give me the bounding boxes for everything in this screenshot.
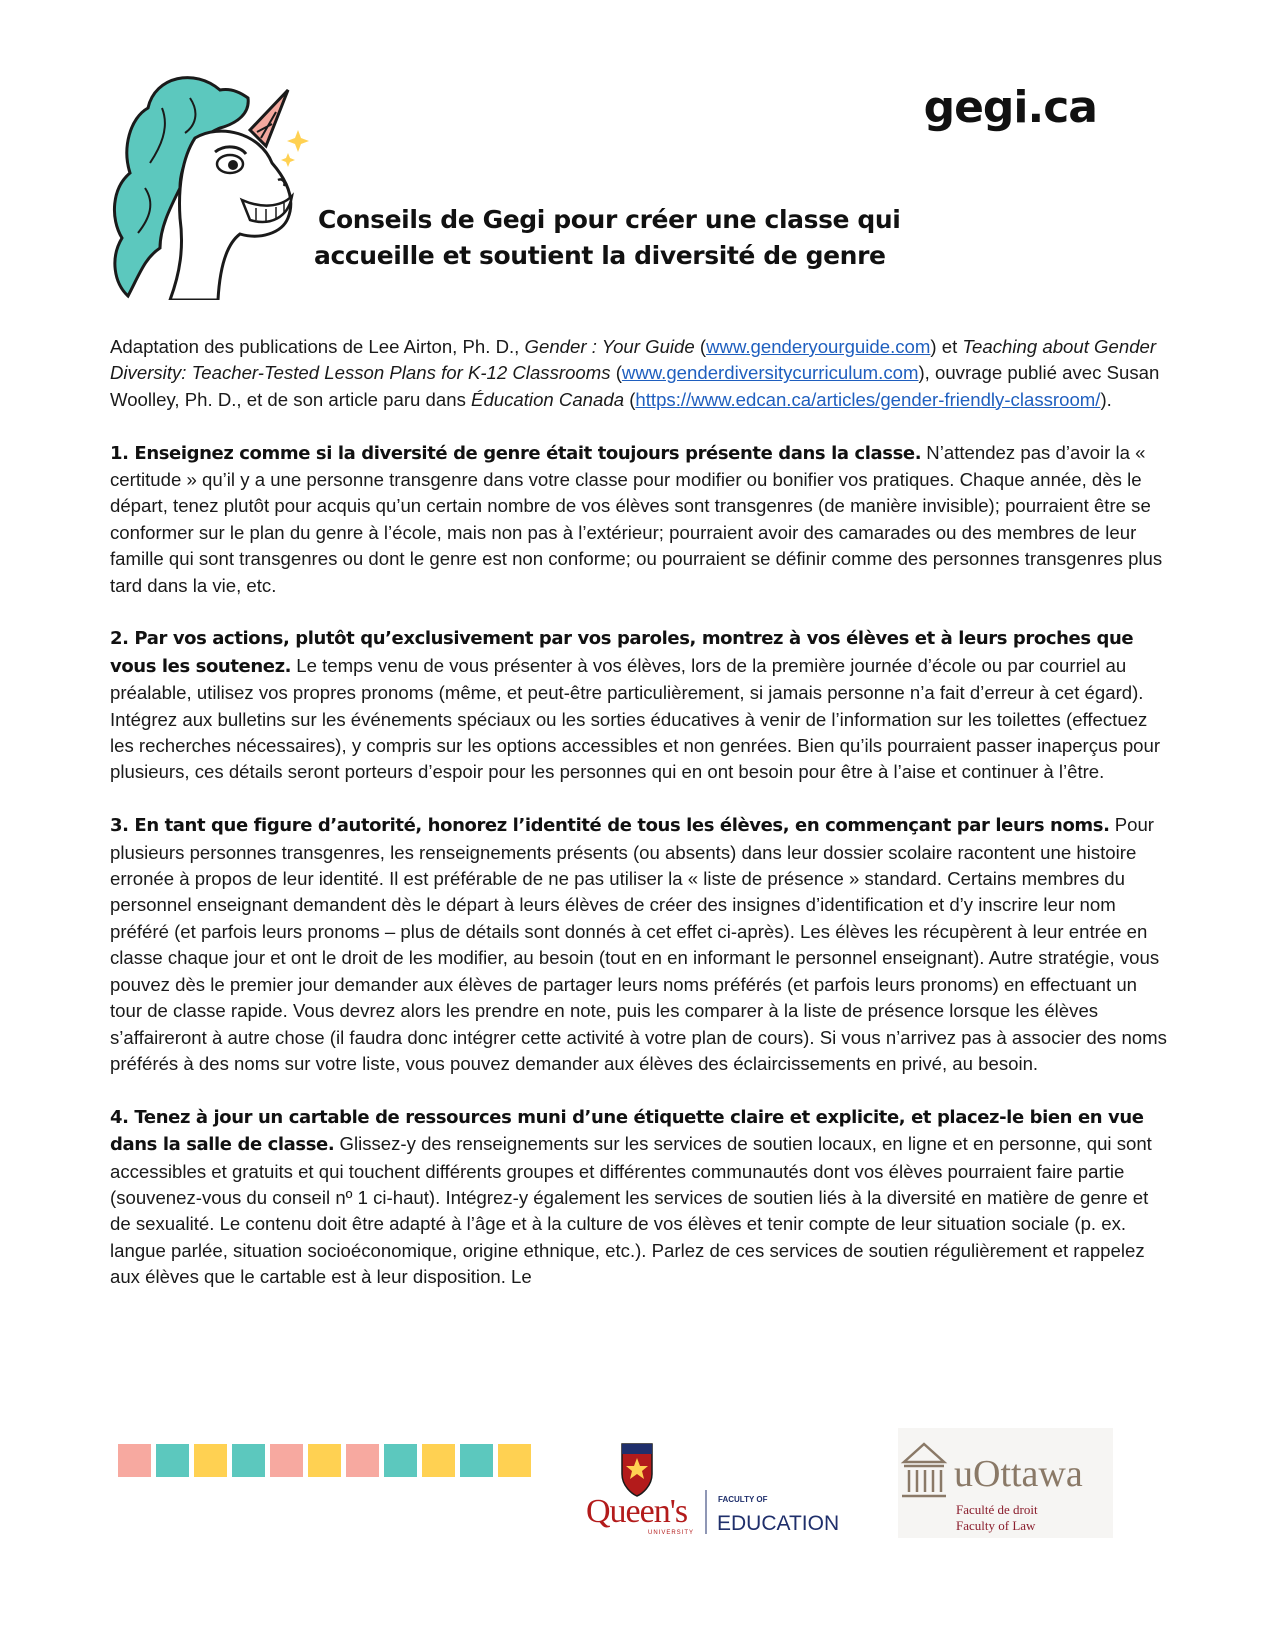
- faculty-of-law: Faculty of Law: [956, 1518, 1036, 1533]
- book-title: Gender : Your Guide: [524, 336, 695, 357]
- faculte-de-droit: Faculté de droit: [956, 1502, 1038, 1517]
- tip-paragraph: [110, 625, 1170, 785]
- site-url[interactable]: gegi.ca: [923, 82, 1097, 133]
- uottawa-wordmark: uOttawa: [954, 1453, 1083, 1495]
- education-label: EDUCATION: [717, 1512, 840, 1535]
- faculty-of-label: FACULTY OF: [718, 1495, 768, 1504]
- color-square: [346, 1444, 379, 1477]
- color-square: [308, 1444, 341, 1477]
- queens-subtext: UNIVERSITY: [648, 1530, 695, 1536]
- color-square: [384, 1444, 417, 1477]
- uottawa-law-logo: [898, 1428, 1113, 1538]
- color-square: [270, 1444, 303, 1477]
- color-square: [422, 1444, 455, 1477]
- color-square: [232, 1444, 265, 1477]
- sparkle-icon: [281, 153, 295, 167]
- title-line-1: Conseils de Gegi pour créer une classe qui: [318, 205, 901, 234]
- intro-paragraph: Adaptation des publications de Lee Airton, Ph. D., Gender : Your Guide (www.genderyourguide.com) et Teaching about Gender Diversity: Teacher-Tested Lesson Plans for K-12 Classrooms (www.genderdiversitycurriculum.com), ouvrage publié avec Susan Woolley, Ph. D., et de son article paru dans Éducation Canada (https://www.edcan.ca/articles/gender-friendly-classroom/).: [110, 336, 1160, 410]
- tip-body: Le temps venu de vous présenter à vos élèves, lors de la première journée d’école ou par courriel au préalable, utilisez vos propres pronoms (même, et peut-être particulièrement, si jamais personne n’a fait d’erreur à cet égard). Intégrez aux bulletins sur les événements spéciaux ou les sorties éducatives à venir de l’information sur les toilettes (effectuez les recherches nécessaires), y compris sur les options accessibles et non genrées. Bien qu’ils pourraient passer inaperçus pour plusieurs, ces détails seront porteurs d’espoir pour les personnes qui en ont besoin pour être à l’aise et continuer à l’être.: [110, 654, 1161, 783]
- queens-education-logo: [586, 1440, 846, 1540]
- tip-heading: 3. En tant que figure d’autorité, honorez l’identité de tous les élèves, en commençant par leurs noms.: [110, 815, 1110, 837]
- tip-body: N’attendez pas d’avoir la « certitude » qu’il y a une personne transgenre dans votre classe pour modifier ou bonifier vos pratiques. Chaque année, dès le départ, tenez plutôt pour acquis qu’un certain nombre de vos élèves sont transgenres (de manière invisible); pourraient être se conformer sur le plan du genre à l’école, mais non pas à l’extérieur; pourraient avoir des camarades ou des membres de leur famille qui sont transgenres ou dont le genre est non conforme; ou pourraient se définir comme des personnes transgenres plus tard dans la vie, etc.: [110, 441, 1163, 596]
- document-body: [110, 334, 1170, 1317]
- book-title: Teaching about Gender Diversity: Teacher-Tested Lesson Plans for K-12 Classrooms: [110, 336, 1157, 384]
- tip-heading: 2. Par vos actions, plutôt qu’exclusivement par vos paroles, montrez à vos élèves et à leurs proches que vous les soutenez.: [110, 628, 1134, 677]
- color-square: [118, 1444, 151, 1477]
- page-title: [314, 202, 1018, 274]
- tip-body: Pour plusieurs personnes transgenres, les renseignements présents (ou absents) dans leur dossier scolaire racontent une histoire erronée à propos de leur identité. Il est préférable de ne pas utiliser la « liste de présence » standard. Certains membres du personnel enseignant demandent dès le départ à leurs élèves de créer des insignes d’identification et d’y inscrire leur nom préféré (et parfois leurs pronoms – plus de détails sont donnés à cet effet ci-après). Les élèves les récupèrent à leur entrée en classe chaque jour et ont le droit de les modifier, au besoin (tout en en informant le personnel enseignant). Autre stratégie, vous pouvez dès le premier jour demander aux élèves de partager leurs noms préférés (et parfois leurs pronoms) en effectuant un tour de classe rapide. Vous devrez alors les prendre en note, puis les comparer à la liste de présence lorsque les élèves s’affaireront à autre chose (il faudra donc intégrer cette activité à votre plan de cours). Si vous n’arrivez pas à associer des noms préférés à des noms sur votre liste, vous pouvez demander aux élèves des éclaircissements en privé, au besoin.: [110, 814, 1167, 1074]
- tip-paragraph: [110, 812, 1170, 1077]
- link-genderdiversitycurriculum[interactable]: www.genderdiversitycurriculum.com: [621, 362, 919, 384]
- color-square: [498, 1444, 531, 1477]
- tip-heading: 4. Tenez à jour un cartable de ressources muni d’une étiquette claire et explicite, et placez-le bien en vue dans la salle de classe.: [110, 1106, 1144, 1156]
- unicorn-mascot-illustration: [100, 68, 310, 300]
- link-genderyourguide[interactable]: www.genderyourguide.com: [706, 336, 931, 357]
- color-square: [460, 1444, 493, 1477]
- horn-shape: [250, 90, 288, 146]
- building-icon: [902, 1444, 946, 1496]
- color-square: [194, 1444, 227, 1477]
- decorative-color-squares: [118, 1444, 531, 1477]
- link-edcan-article[interactable]: https://www.edcan.ca/articles/gender-friendly-classroom/: [635, 388, 1101, 410]
- tip-paragraph: [110, 1104, 1170, 1291]
- tip-paragraph: [110, 440, 1170, 599]
- title-line-2: accueille et soutient la diversité de genre: [314, 241, 886, 270]
- tip-heading: 1. Enseignez comme si la diversité de genre était toujours présente dans la classe.: [110, 442, 922, 464]
- color-square: [156, 1444, 189, 1477]
- queens-wordmark: Queen's: [586, 1493, 688, 1530]
- tip-body: Glissez-y des renseignements sur les services de soutien locaux, en ligne et en personne, qui sont accessibles et gratuits et qui touchent différents groupes et différentes communautés dont vos élèves pourraient faire partie (souvenez-vous du conseil nº 1 ci-haut). Intégrez-y également les services de soutien liés à la diversité en matière de genre et de sexualité. Le contenu doit être adapté à l’âge et à la culture de vos élèves et tenir compte de leur situation sociale (p. ex. langue parlée, situation socioéconomique, origine ethnique, etc.). Parlez de ces services de soutien régulièrement et rappelez aux élèves que le cartable est à leur disposition. Le: [110, 1133, 1152, 1288]
- sparkle-icon: [287, 130, 309, 152]
- journal-title: Éducation Canada: [471, 388, 625, 410]
